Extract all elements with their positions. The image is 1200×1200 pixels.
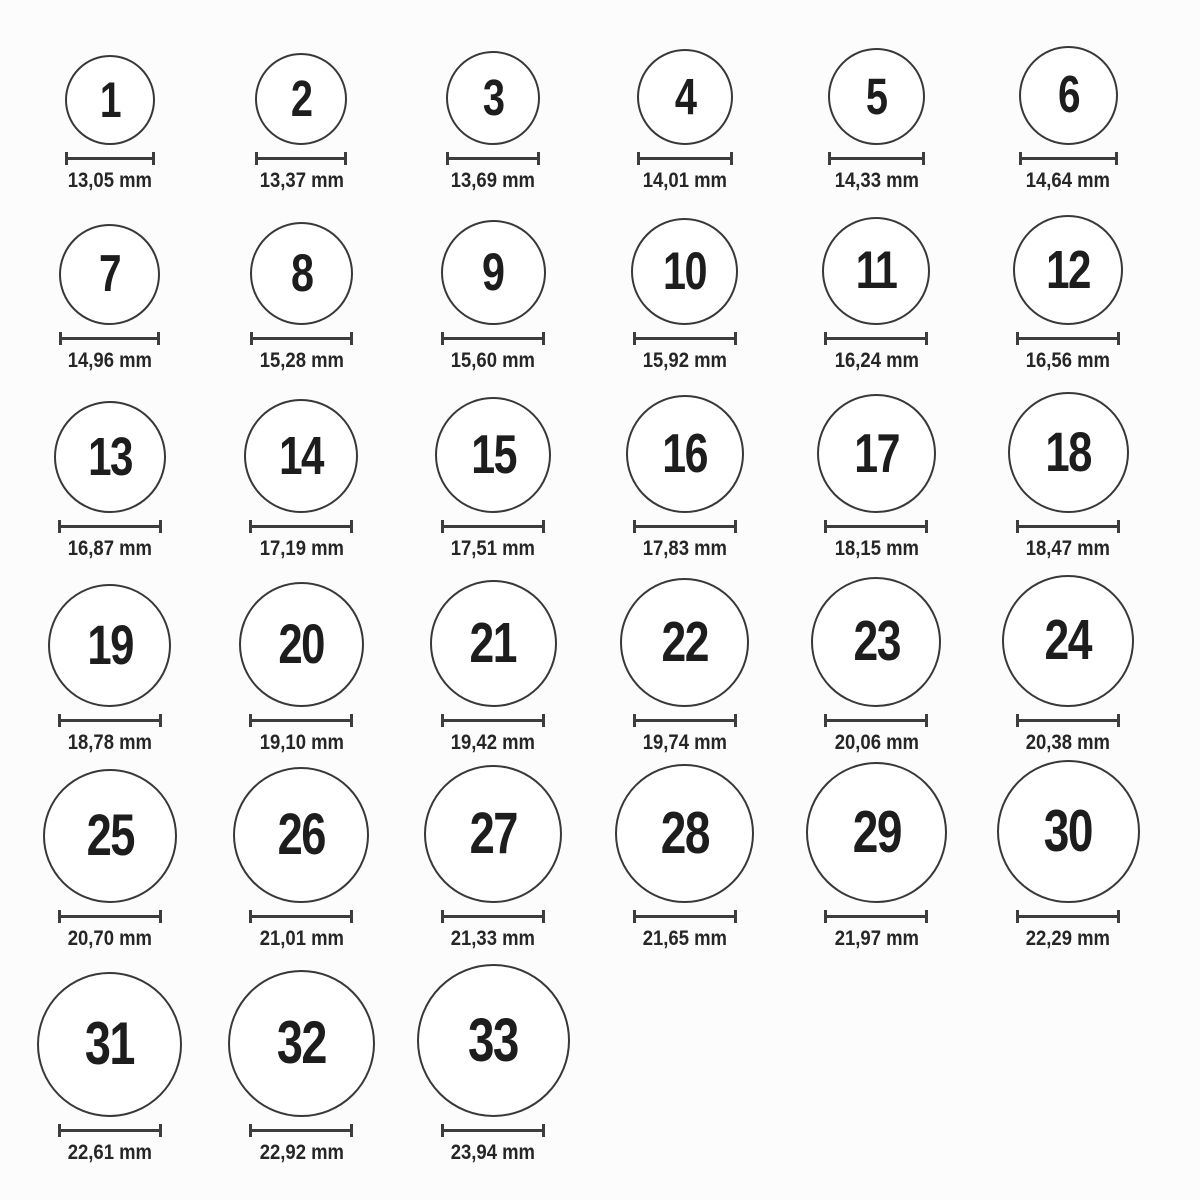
measure-right-tick [350,332,353,345]
diameter-label: 17,83 mm [642,536,727,560]
ring-size-number: 12 [1046,239,1091,300]
diameter-measure-line [824,714,928,727]
measure-bar [59,337,160,340]
ring-size-number: 27 [469,800,517,866]
ring-circle [811,577,941,707]
measure-right-tick [730,152,733,165]
ring-size-number: 26 [277,801,326,867]
ring-size-cell [424,765,562,951]
measure-bar [633,525,737,528]
diameter-label: 13,37 mm [259,168,344,192]
measure-right-tick [1117,714,1120,727]
ring-size-cell [828,48,925,193]
ring-size-number: 13 [87,426,132,487]
measure-right-tick [152,152,155,165]
ring-circle [637,49,733,145]
ring-size-cell [811,577,941,755]
ring-size-cell [1008,392,1129,561]
diameter-measure-line [255,152,347,165]
measure-right-tick [734,332,737,345]
diameter-measure-line [633,910,737,923]
measure-bar [250,337,353,340]
ring-size-cell [441,220,546,373]
measure-bar [441,337,545,340]
measure-right-tick [734,520,737,533]
diameter-label: 17,19 mm [259,536,344,560]
diameter-measure-line [824,910,928,923]
measure-right-tick [734,910,737,923]
diameter-label: 13,05 mm [67,168,152,192]
measure-bar [249,1129,353,1132]
diameter-measure-line [1016,332,1120,345]
ring-size-cell [54,401,166,561]
ring-size-cell [615,764,754,951]
ring-circle [626,395,744,513]
ring-circle [37,972,182,1117]
ring-size-number: 22 [661,609,708,674]
ring-circle [1019,46,1118,145]
ring-circle [806,762,947,903]
measure-right-tick [537,152,540,165]
ring-circle [424,765,562,903]
measure-bar [828,157,925,160]
ring-size-cell [48,584,171,755]
ring-circle [48,584,171,707]
measure-right-tick [542,332,545,345]
measure-bar [441,719,545,722]
measure-right-tick [925,520,928,533]
diameter-label: 22,61 mm [67,1140,152,1164]
measure-right-tick [542,714,545,727]
ring-size-number: 9 [482,242,504,302]
ring-circle [631,218,738,325]
measure-bar [58,719,162,722]
ring-size-row [14,373,1164,561]
measure-bar [249,525,353,528]
measure-bar [446,157,540,160]
ring-size-cell [997,760,1140,951]
ring-circle [1013,215,1123,325]
ring-size-cell [239,582,364,755]
diameter-measure-line [441,714,545,727]
ring-size-cell [59,224,160,373]
ring-size-number: 7 [99,245,121,304]
measure-right-tick [1117,910,1120,923]
diameter-label: 14,96 mm [67,348,152,372]
measure-right-tick [925,714,928,727]
measure-bar [441,525,545,528]
measure-bar [824,719,928,722]
measure-bar [58,915,162,918]
measure-right-tick [159,714,162,727]
measure-right-tick [350,1124,353,1137]
ring-size-number: 28 [660,799,709,866]
measure-bar [633,719,737,722]
ring-size-row [14,561,1164,755]
ring-size-cell [254,53,350,193]
diameter-label: 21,33 mm [451,926,536,950]
diameter-label: 22,92 mm [259,1140,344,1164]
ring-circle [441,220,546,325]
ring-size-number: 4 [674,68,696,126]
diameter-label: 20,70 mm [67,926,152,950]
diameter-measure-line [249,910,353,923]
ring-size-number: 16 [662,422,708,485]
diameter-measure-line [58,714,162,727]
ring-circle [615,764,754,903]
measure-bar [58,1129,162,1132]
ring-circle [59,224,160,325]
ring-size-row [14,755,1164,951]
measure-bar [1016,719,1120,722]
ring-size-cell [244,399,358,561]
diameter-label: 21,01 mm [259,926,344,950]
ring-size-cell [631,218,738,373]
diameter-label: 18,47 mm [1026,536,1111,560]
diameter-measure-line [59,332,160,345]
measure-bar [633,915,737,918]
measure-right-tick [1115,152,1118,165]
ring-circle [1008,392,1129,513]
ring-circle [250,222,353,325]
diameter-label: 20,06 mm [834,730,919,754]
diameter-label: 16,87 mm [67,536,152,560]
measure-right-tick [1117,332,1120,345]
measure-right-tick [159,910,162,923]
ring-size-number: 17 [854,421,899,484]
ring-circle [233,767,369,903]
diameter-label: 20,38 mm [1026,730,1111,754]
ring-size-number: 24 [1044,608,1092,673]
ring-size-number: 3 [482,69,504,127]
ring-size-number: 19 [87,613,133,677]
ring-size-cell [817,394,936,561]
ring-size-row [14,193,1164,373]
diameter-label: 16,56 mm [1026,348,1111,372]
diameter-measure-line [249,520,353,533]
diameter-measure-line [633,332,737,345]
diameter-label: 19,74 mm [642,730,727,754]
ring-size-cell [43,769,177,951]
measure-bar [824,525,928,528]
measure-bar [1016,915,1120,918]
diameter-measure-line [58,520,162,533]
ring-size-number: 30 [1044,797,1093,864]
ring-size-number: 1 [99,71,120,128]
ring-size-number: 14 [279,425,324,486]
diameter-measure-line [441,520,545,533]
ring-size-cell [626,395,744,561]
diameter-measure-line [446,152,540,165]
ring-size-number: 32 [277,1009,326,1077]
ring-size-number: 25 [86,802,134,868]
ring-size-number: 31 [85,1010,135,1078]
ring-size-cell [62,55,158,193]
ring-size-cell [430,580,557,755]
measure-bar [824,915,928,918]
ring-circle [620,578,749,707]
diameter-measure-line [441,910,545,923]
measure-bar [824,337,928,340]
ring-size-number: 8 [290,243,313,303]
measure-right-tick [350,714,353,727]
measure-bar [441,1129,545,1132]
diameter-label: 17,51 mm [451,536,536,560]
ring-size-number: 21 [469,610,517,675]
ring-size-number: 18 [1045,420,1091,484]
measure-bar [249,915,353,918]
ring-size-cell [37,972,182,1165]
ring-size-number: 6 [1057,66,1079,125]
diameter-measure-line [58,910,162,923]
measure-right-tick [734,714,737,727]
ring-circle [435,397,551,513]
diameter-label: 21,97 mm [834,926,919,950]
measure-bar [637,157,733,160]
ring-size-number: 23 [853,609,900,674]
ring-circle [43,769,177,903]
diameter-label: 21,65 mm [642,926,727,950]
diameter-label: 19,42 mm [451,730,536,754]
ring-circle [239,582,364,707]
measure-right-tick [159,520,162,533]
measure-right-tick [350,910,353,923]
diameter-measure-line [824,520,928,533]
ring-circle [822,217,930,325]
diameter-label: 15,28 mm [259,348,344,372]
diameter-label: 18,78 mm [67,730,152,754]
diameter-measure-line [249,1124,353,1137]
measure-right-tick [925,910,928,923]
measure-right-tick [542,520,545,533]
ring-size-cell [620,578,749,755]
ring-size-row [14,951,1164,1165]
ring-size-number: 29 [852,798,901,865]
diameter-measure-line [637,152,733,165]
ring-size-number: 5 [866,67,887,125]
measure-right-tick [1117,520,1120,533]
ring-size-number: 2 [291,70,312,128]
measure-bar [633,337,737,340]
ring-size-cell [250,222,353,373]
measure-right-tick [344,152,347,165]
ring-size-cell [637,49,733,193]
diameter-measure-line [633,714,737,727]
ring-circle [1002,575,1134,707]
ring-size-chart [14,0,1164,1165]
ring-circle [244,399,358,513]
diameter-measure-line [1016,910,1120,923]
diameter-measure-line [824,332,928,345]
ring-size-number: 33 [468,1005,519,1074]
ring-circle [255,53,347,145]
diameter-measure-line [1019,152,1118,165]
ring-size-cell [1002,575,1134,755]
ring-size-cell [417,964,570,1165]
ring-size-row [14,2,1164,193]
diameter-label: 18,15 mm [834,536,919,560]
measure-right-tick [350,520,353,533]
measure-bar [255,157,347,160]
diameter-measure-line [250,332,353,345]
ring-size-number: 10 [663,241,707,301]
measure-bar [58,525,162,528]
diameter-measure-line [828,152,925,165]
diameter-measure-line [65,152,155,165]
ring-circle [997,760,1140,903]
diameter-measure-line [441,332,545,345]
ring-circle [446,51,540,145]
ring-circle [65,55,155,145]
diameter-measure-line [633,520,737,533]
ring-size-number: 15 [470,423,516,486]
diameter-measure-line [249,714,353,727]
measure-bar [441,915,545,918]
diameter-label: 16,24 mm [834,348,919,372]
ring-size-cell [806,762,947,951]
measure-bar [1019,157,1118,160]
diameter-label: 19,10 mm [259,730,344,754]
diameter-label: 15,92 mm [642,348,727,372]
measure-bar [249,719,353,722]
diameter-label: 13,69 mm [451,168,536,192]
ring-circle [430,580,557,707]
measure-bar [1016,525,1120,528]
ring-size-cell [445,51,541,193]
ring-circle [828,48,925,145]
measure-right-tick [542,1124,545,1137]
ring-circle [54,401,166,513]
diameter-measure-line [1016,520,1120,533]
measure-right-tick [542,910,545,923]
ring-circle [228,970,375,1117]
ring-size-cell [1013,215,1123,373]
diameter-label: 14,01 mm [642,168,727,192]
diameter-measure-line [58,1124,162,1137]
ring-circle [417,964,570,1117]
measure-right-tick [157,332,160,345]
diameter-label: 15,60 mm [451,348,536,372]
ring-circle [817,394,936,513]
ring-size-cell [228,970,375,1165]
diameter-label: 14,33 mm [834,168,919,192]
ring-size-cell [233,767,369,951]
ring-size-number: 20 [278,612,325,676]
ring-size-cell [822,217,930,373]
measure-bar [1016,337,1120,340]
measure-right-tick [922,152,925,165]
diameter-label: 22,29 mm [1026,926,1111,950]
measure-right-tick [159,1124,162,1137]
diameter-label: 23,94 mm [451,1140,536,1164]
diameter-label: 14,64 mm [1026,168,1111,192]
diameter-measure-line [441,1124,545,1137]
diameter-measure-line [1016,714,1120,727]
measure-bar [65,157,155,160]
ring-size-cell [1019,46,1118,193]
ring-size-number: 11 [856,241,897,301]
measure-right-tick [925,332,928,345]
ring-size-cell [435,397,551,561]
